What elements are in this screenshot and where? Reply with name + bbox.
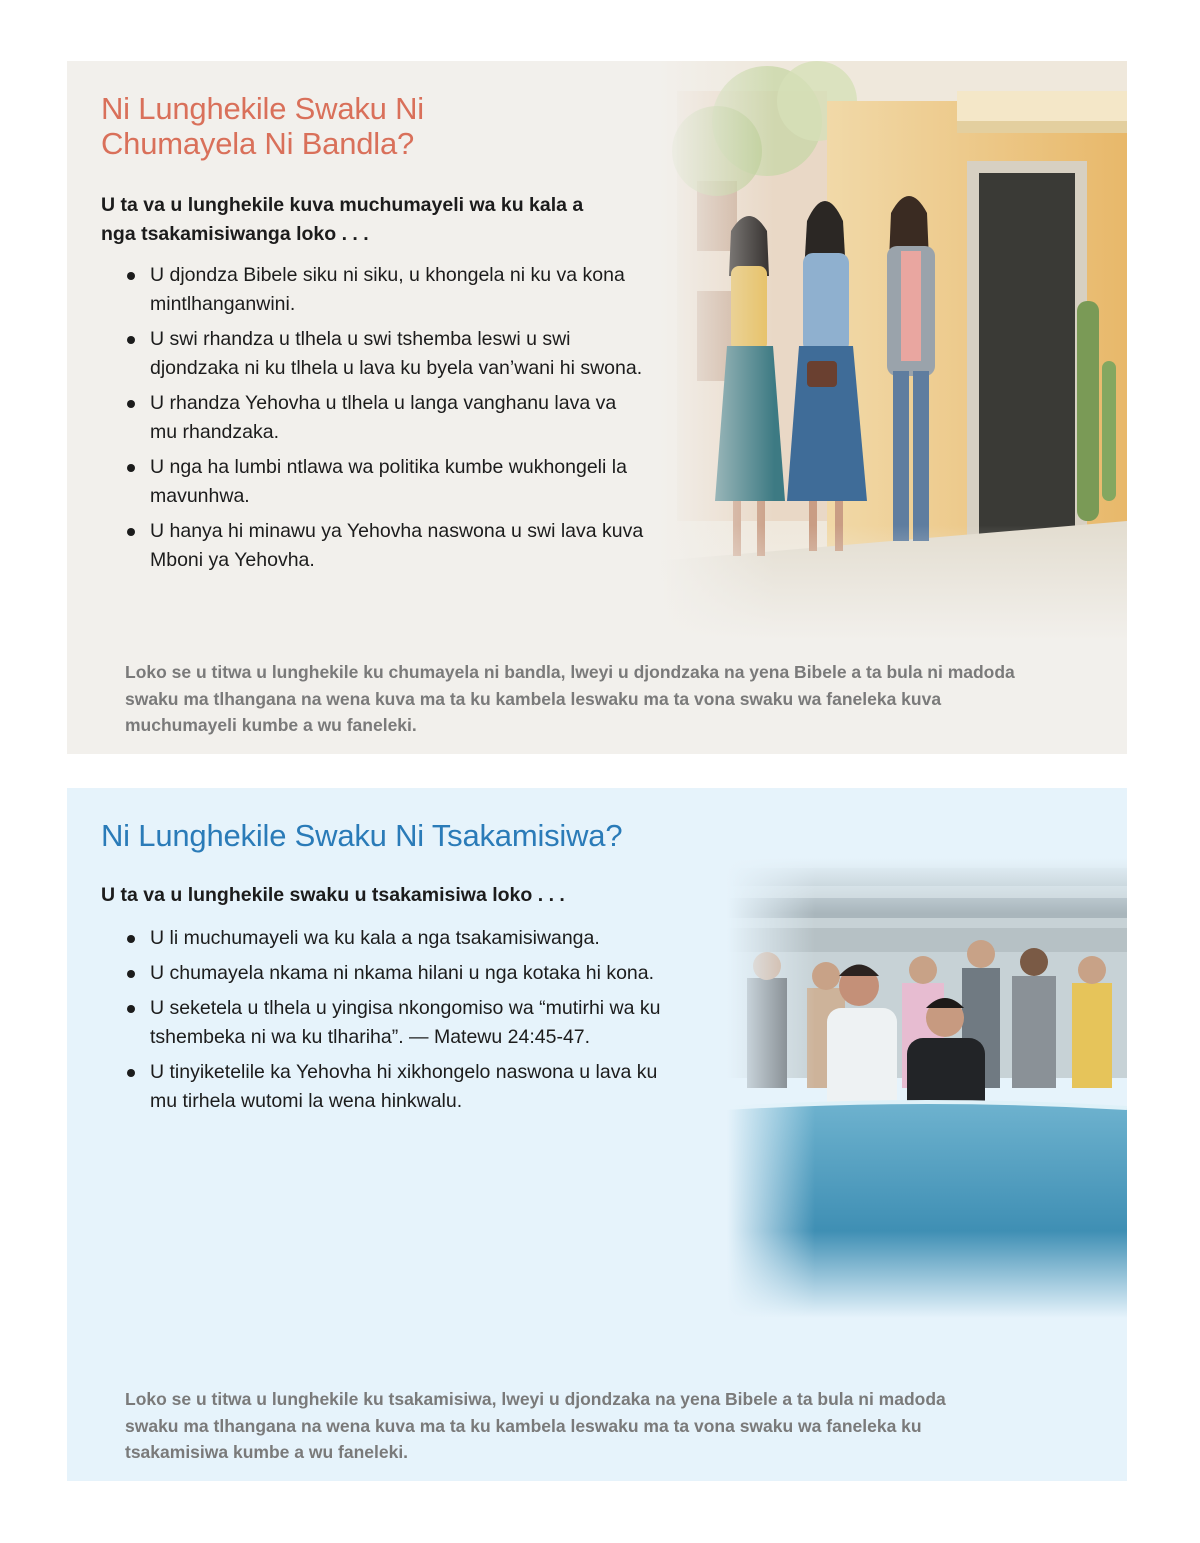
list-item-text: U nga ha lumbi ntlawa wa politika kumbe wukhongeli la mavunhwa.	[150, 456, 627, 507]
list-item-text: U li muchumayeli wa ku kala a nga tsakamisiwanga.	[150, 927, 600, 949]
bullet-icon	[127, 272, 135, 280]
list-item	[125, 994, 685, 1052]
baptism-section-title: Ni Lunghekile Swaku Ni Tsakamisiwa?	[101, 818, 623, 853]
baptism-panel	[67, 788, 1127, 1481]
baptism-note: Loko se u titwa u lunghekile ku tsakamisiwa, lweyi u djondzaka na yena Bibele a ta bula ni madoda swaku ma tlhangana na wena kuva ma ta ku kambela leswaku ma ta vona swaku wa faneleka ku tsakamisiwa kumbe a wu faneleki.	[125, 1389, 946, 1462]
list-item-text: U djondza Bibele siku ni siku, u khongela ni ku va kona mintlhanganwini.	[150, 264, 625, 315]
preacher-note: Loko se u titwa u lunghekile ku chumayela ni bandla, lweyi u djondzaka na yena Bibele a ta bula ni madoda swaku ma tlhangana na wena kuva ma ta ku kambela leswaku ma ta vona swaku wa faneleka kuva muchumayeli kumbe a wu faneleki.	[125, 662, 1015, 735]
bullet-icon	[127, 935, 135, 943]
preacher-intro: U ta va u lunghekile kuva muchumayeli wa ku kala a nga tsakamisiwanga loko . . .	[101, 194, 584, 245]
bullet-icon	[127, 1005, 135, 1013]
preacher-section-title: Ni Lunghekile Swaku Ni Chumayela Ni Bandla?	[101, 91, 424, 161]
list-item-text: U tinyiketelile ka Yehovha hi xikhongelo naswona u lava ku mu tirhela wutomi la wena hinkwalu.	[150, 1061, 658, 1112]
bullet-icon	[127, 528, 135, 536]
preacher-requirements-list	[125, 261, 645, 581]
baptism-requirements-list	[125, 924, 685, 1122]
list-item	[125, 959, 685, 988]
bullet-icon	[127, 1069, 135, 1077]
list-item	[125, 924, 685, 953]
list-item	[125, 517, 645, 575]
list-item-text: U swi rhandza u tlhela u swi tshemba leswi u swi djondzaka ni ku tlhela u lava ku byela van’wani hi swona.	[150, 328, 643, 379]
list-item-text: U rhandza Yehovha u tlhela u langa vanghanu lava va mu rhandzaka.	[150, 392, 617, 443]
preacher-panel	[67, 61, 1127, 754]
list-item	[125, 1058, 685, 1116]
list-item-text: U chumayela nkama ni nkama hilani u nga kotaka hi kona.	[150, 962, 655, 984]
baptism-illustration	[727, 858, 1127, 1318]
list-item	[125, 389, 645, 447]
bullet-icon	[127, 400, 135, 408]
bullet-icon	[127, 970, 135, 978]
list-item	[125, 261, 645, 319]
list-item	[125, 453, 645, 511]
door-to-door-illustration	[657, 61, 1127, 641]
baptism-intro: U ta va u lunghekile swaku u tsakamisiwa loko . . .	[101, 884, 565, 906]
bullet-icon	[127, 464, 135, 472]
list-item-text: U hanya hi minawu ya Yehovha naswona u swi lava kuva Mboni ya Yehovha.	[150, 520, 644, 571]
bullet-icon	[127, 336, 135, 344]
list-item	[125, 325, 645, 383]
list-item-text: U seketela u tlhela u yingisa nkongomiso wa “mutirhi wa ku tshembeka ni wa ku tlhariha”. — Matewu 24:45-47.	[150, 997, 661, 1048]
